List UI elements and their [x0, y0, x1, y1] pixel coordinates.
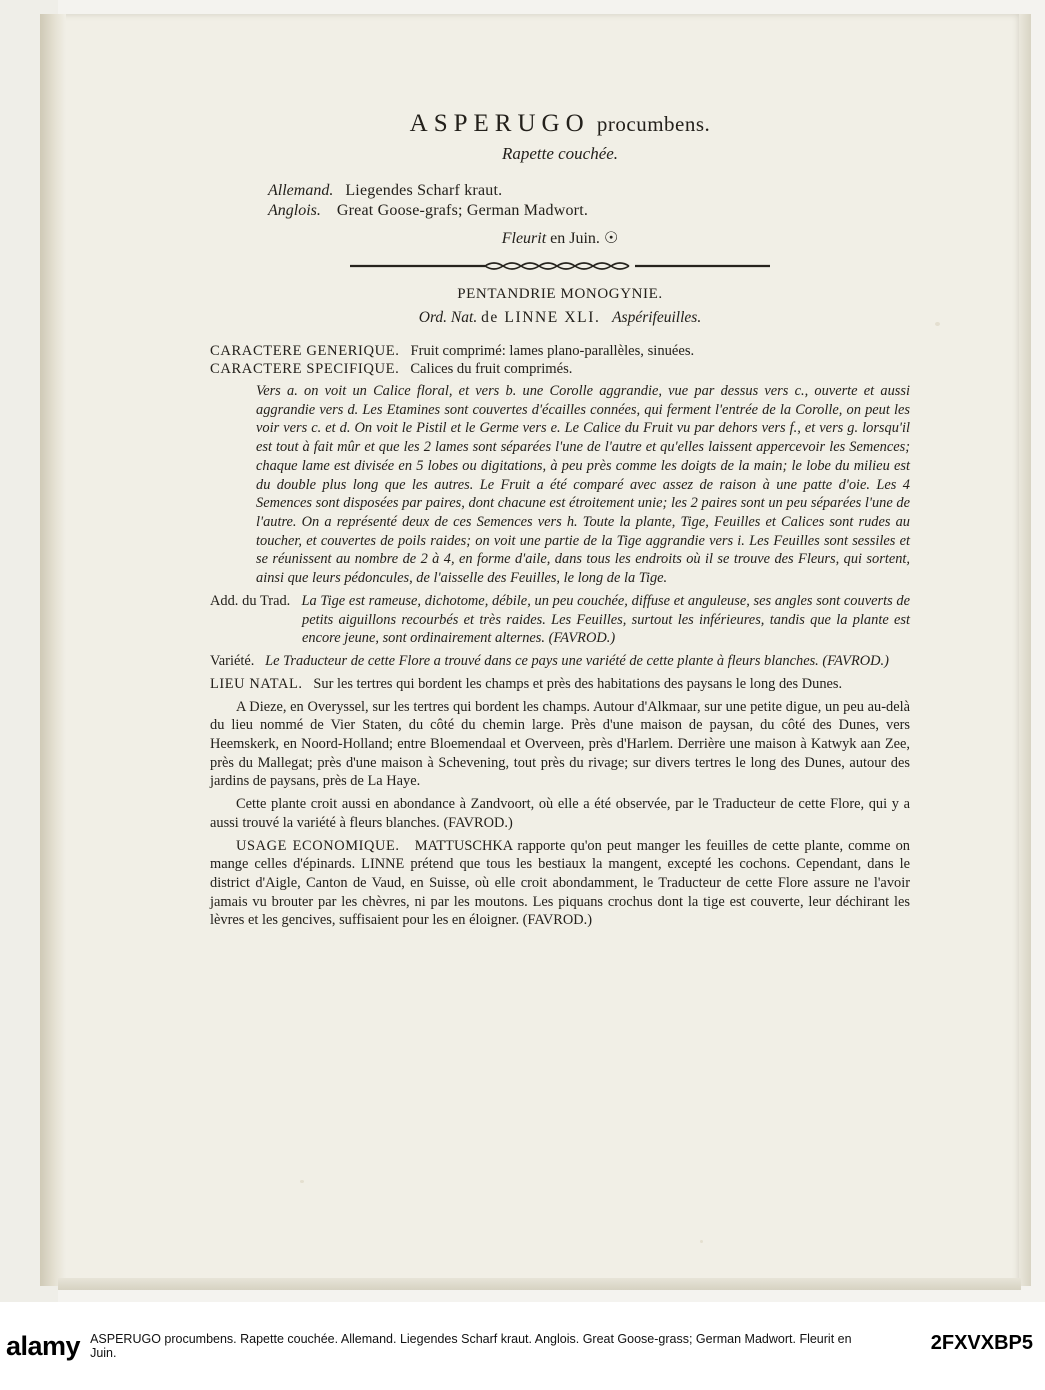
divider-ornament-icon	[350, 260, 770, 272]
page-text-column	[210, 110, 910, 932]
linnaean-class: PENTANDRIE MONOGYNIE.	[457, 286, 663, 302]
title-french: Rapette couchée.	[501, 144, 619, 163]
translator-addition-label: Add. du Trad.	[210, 592, 291, 609]
title-species: procumbens.	[596, 112, 711, 136]
sun-symbol-icon: ☉	[603, 230, 619, 247]
paper-speck	[935, 322, 940, 326]
ornamental-divider	[210, 260, 910, 272]
generic-character-label: CARACTERE GENERIQUE.	[210, 343, 400, 359]
flowering-line	[210, 228, 910, 248]
variety-label: Variété.	[210, 653, 255, 670]
language-value-english: Great Goose-grafs; German Madwort.	[336, 202, 589, 219]
order-mid: de LINNE XLI.	[481, 309, 601, 326]
habitat-label: LIEU NATAL.	[210, 675, 303, 692]
economic-use-paragraph	[210, 837, 910, 931]
language-value-german: Liegendes Scharf kraut.	[345, 182, 503, 199]
alamy-logo: alamy	[6, 1330, 81, 1361]
paper-speck	[700, 1240, 703, 1243]
language-line-english	[210, 202, 910, 220]
photo-image-id: 2FXVXBP5	[930, 1332, 1033, 1354]
habitat-text: Sur les tertres qui bordent les champs et près des habitations des paysans le long des Dunes.	[313, 675, 843, 692]
language-name-english: Anglois.	[268, 202, 321, 219]
specific-character-label: CARACTERE SPECIFIQUE.	[210, 361, 400, 377]
page-right-edge	[1019, 14, 1031, 1286]
specific-character-line	[210, 361, 910, 378]
economic-use-text: MATTUSCHKA rapporte qu'on peut manger les feuilles de cette plante, comme on mange celles d'épinards. LINNE prétend que tous les bestiaux la mangent, excepté les cochons. Cependant, dans le district d'Aigle, Canton de Vaud, en Suisse, où elle croit abondamment, le Traducteur de cette Flore assure ne l'avoir jamais vu brouter par les chèvres, ni par les moutons. Les piquans crochus dont la tige est couverte, leur déchirant les lèvres et les gencives, suffisaient pour les en éloigner. (FAVROD.)	[210, 837, 910, 929]
paper-speck	[300, 1180, 304, 1183]
page-gutter-shadow	[40, 14, 66, 1286]
specific-character-text: Calices du fruit comprimés.	[410, 361, 573, 377]
order-suffix: Aspérifeuilles.	[612, 309, 702, 326]
order-prefix: Ord. Nat.	[418, 309, 478, 326]
localities-paragraph: A Dieze, en Overyssel, sur les tertres qui bordent les champs. Autour d'Alkmaar, sur une petite digue, un peu au-delà du lieu nommé de Vier Staten, du côté du chemin large. Près d'une maison de paysan, du côté des Dunes, vers Heemskerk, en Noord-Holland; entre Bloemendaal et Overveen, près d'Harlem. Derrière une maison à Katwyk aan Zee, près du Mallegat; près d'une maison à Schevening, tout près du rivage; sur divers tertres le long des Dunes, autour des jardins de paysans, près de La Haye.	[210, 698, 910, 790]
abundance-paragraph: Cette plante croit aussi en abondance à Zandvoort, où elle a été observée, par le Traducteur de cette Flore, qui y a aussi trouvé la variété à fleurs blanches. (FAVROD.)	[210, 796, 910, 831]
generic-character-line	[210, 343, 910, 360]
variety-paragraph	[210, 652, 910, 671]
generic-character-text: Fruit comprimé: lames plano-parallèles, sinuées.	[410, 343, 695, 359]
photo-caption: ASPERUGO procumbens. Rapette couchée. Allemand. Liegendes Scharf kraut. Anglois. Great Goose-grass; German Madwort. Fleurit en Juin.	[90, 1331, 852, 1360]
translator-addition-text: La Tige est rameuse, dichotome, débile, un peu couchée, diffuse et anguleuse, ses angles sont couverts de petits aiguillons recourbés et très raides. Les Feuilles, surtout les inférieures, tandis que la plante est encore jeune, sont ordinairement alternes. (FAVROD.)	[301, 592, 910, 647]
plate-description-paragraph: Vers a. on voit un Calice floral, et vers b. une Corolle aggrandie, vue par dessus vers c., ouverte et aussi aggrandie vers d. Les Etamines sont couvertes d'écailles connées, qui ferment l'entrée de la Corolle, on peut les voir vers c. et d. On voit le Pistil et le Germe vers e. Le Calice du Fruit vu par dehors vers f., et vers g. lorsqu'il est tout à fait mûr et que les 2 lames sont séparées l'une de l'autre et qu'elles laissent appercevoir les Semences; chaque lame est divisée en 5 lobes ou digitations, à peu près comme les doigts de la main; le lobe du milieu est du double plus long que les autres. Le Fruit a été comparé avec assez de raison à une patte d'oie. Les 4 Semences sont disposées par paires, dont chacune est étroitement unie; les 2 paires sont un peu séparées l'une de l'autre. On a représenté deux de ces Semences vers h. Toute la plante, Tige, Feuilles et Calices sont rudes au toucher, et couvertes de poils raides; on voit une partie de la Tige aggrandie vers i. Les Feuilles sont sessiles et se réunissent au nombre de 2 à 4, en forme d'aile, dans tous les endroits où il se trouve des Fleurs, qui sortent, ainsi que leurs pédoncules, de l'aisselle des Feuilles, le long de la Tige.	[256, 383, 910, 587]
translator-addition-paragraph	[210, 592, 910, 648]
habitat-paragraph	[210, 675, 910, 694]
stock-photo-footer	[0, 1302, 1045, 1390]
title-genus: ASPERUGO	[409, 110, 590, 137]
language-line-german	[210, 182, 910, 200]
flowering-label: Fleurit	[501, 230, 547, 247]
natural-order-line	[210, 309, 910, 327]
page-bottom-edge	[58, 1278, 1021, 1290]
language-name-german: Allemand.	[268, 182, 334, 199]
flowering-value: en Juin.	[550, 230, 600, 247]
variety-text: Le Traducteur de cette Flore a trouvé dans ce pays une variété de cette plante à fleurs blanches. (FAVROD.)	[265, 653, 889, 670]
page-title	[210, 110, 910, 138]
economic-use-label: USAGE ECONOMIQUE.	[236, 837, 400, 854]
